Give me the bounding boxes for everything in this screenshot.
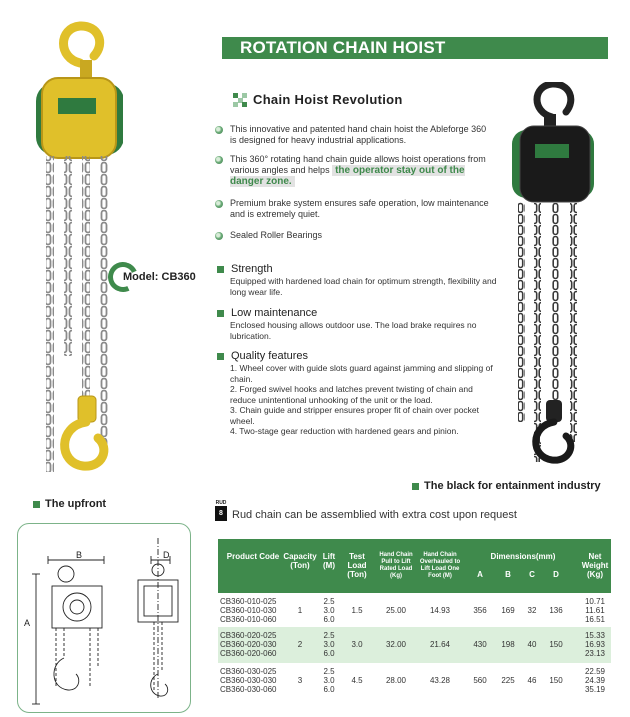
cell-lifts: 2.5 3.0 6.0: [323, 631, 335, 658]
feature-body: Equipped with hardened load chain for optimum strength, flexibility and long wear life.: [230, 276, 497, 297]
rud-logo-text: RUD: [215, 500, 227, 506]
feature-quality: [217, 350, 497, 437]
header-dimensions: Dimensions(mm): [490, 552, 556, 561]
list-item: [215, 230, 495, 241]
list-item: [215, 124, 495, 146]
diagram-label-d: D: [163, 550, 170, 560]
yellow-hoist-image: [28, 18, 123, 480]
feature-low-maintenance: [217, 307, 497, 341]
cell-codes: CB360-030-025 CB360-030-030 CB360-030-060: [220, 667, 277, 694]
cell-dim-d: 136: [549, 606, 563, 615]
header-dim-c: C: [529, 570, 535, 579]
section-heading-text: Chain Hoist Revolution: [253, 92, 403, 107]
cell-codes: CB360-010-025 CB360-010-030 CB360-010-060: [220, 597, 277, 624]
cell-overhauled: 14.93: [429, 606, 451, 615]
arc-icon: [104, 258, 142, 296]
cell-dim-c: 46: [527, 676, 537, 685]
cell-dim-a: 356: [473, 606, 487, 615]
rud-note: [215, 500, 517, 521]
table-row: [218, 627, 611, 663]
feature-line: 3. Chain guide and stripper ensures proper fit of chain over pocket wheel.: [230, 405, 480, 426]
rud-logo: [215, 500, 227, 521]
cell-test-load: 4.5: [351, 676, 363, 685]
cell-test-load: 1.5: [351, 606, 363, 615]
bullet-text: This 360° rotating hand chain guide allows hoist operations from various angles and helps the operator stay out of the danger zone.: [230, 154, 486, 187]
square-bullet-icon: [217, 310, 224, 317]
section-heading: [233, 92, 403, 107]
square-bullet-icon: [33, 501, 40, 508]
cell-codes: CB360-020-025 CB360-020-030 CB360-020-060: [220, 631, 277, 658]
bullet-icon: [215, 126, 223, 134]
header-lift: Lift (M): [322, 552, 336, 570]
cell-capacity: 3: [297, 676, 303, 685]
cell-overhauled: 21.64: [429, 640, 451, 649]
square-bullet-icon: [217, 353, 224, 360]
header-net-weight: Net Weight (Kg): [581, 552, 609, 579]
header-product-code: Product Code: [226, 552, 280, 561]
cell-weights: 15.33 16.93 23.13: [584, 631, 606, 658]
cell-dim-c: 40: [527, 640, 537, 649]
cell-weights: 22.59 24.39 35.19: [584, 667, 606, 694]
rud-text: Rud chain can be assemblied with extra cost upon request: [232, 509, 517, 521]
cell-lifts: 2.5 3.0 6.0: [323, 597, 335, 624]
cell-dim-d: 150: [549, 676, 563, 685]
bullet-icon: [215, 232, 223, 240]
model-text: Model: CB360: [123, 271, 196, 283]
bullet-text: Sealed Roller Bearings: [230, 230, 323, 240]
feature-body: [230, 363, 497, 437]
cell-capacity: 2: [297, 640, 303, 649]
caption-upfront: [33, 498, 106, 510]
bullet-icon: [215, 156, 223, 164]
cell-lifts: 2.5 3.0 6.0: [323, 667, 335, 694]
cell-pull: 25.00: [385, 606, 407, 615]
bullet-text: This innovative and patented hand chain hoist the Ableforge 360 is designed for heavy industrial applications.: [230, 124, 487, 145]
cell-dim-a: 430: [473, 640, 487, 649]
feature-title: Quality features: [231, 350, 309, 362]
caption-text: The upfront: [45, 498, 107, 510]
dimension-diagram: [17, 523, 191, 713]
bullet-icon: [215, 200, 223, 208]
bullet-text: Premium brake system ensures safe operation, low maintenance and is extremely quiet.: [230, 198, 489, 219]
square-bullet-icon: [412, 483, 419, 490]
cell-pull: 32.00: [385, 640, 407, 649]
table-header: [218, 539, 611, 593]
page-title: ROTATION CHAIN HOIST: [222, 37, 608, 59]
list-item: [215, 154, 495, 187]
feature-strength: [217, 263, 497, 297]
model-label: [108, 262, 197, 292]
header-dim-a: A: [477, 570, 483, 579]
cell-dim-a: 560: [473, 676, 487, 685]
feature-title: Strength: [231, 263, 273, 275]
cell-overhauled: 43.28: [429, 676, 451, 685]
header-hand-chain-pull: Hand Chain Pull to Lift Rated Load (Kg): [379, 552, 413, 579]
header-dim-d: D: [553, 570, 559, 579]
feature-line: 4. Two-stage gear reduction with hardened gears and pinion.: [230, 426, 459, 436]
cell-capacity: 1: [297, 606, 303, 615]
feature-body: Enclosed housing allows outdoor use. The load brake requires no lubrication.: [230, 320, 477, 341]
cell-test-load: 3.0: [351, 640, 363, 649]
cell-weights: 10.71 11.61 16.51: [584, 597, 606, 624]
diagram-label-b: B: [76, 550, 83, 560]
table-row: [218, 663, 611, 697]
header-capacity: Capacity (Ton): [283, 552, 317, 570]
header-dim-b: B: [505, 570, 511, 579]
caption-text: The black for entainment industry: [424, 480, 601, 492]
squares-icon: [233, 93, 247, 107]
cell-dim-b: 225: [501, 676, 515, 685]
square-bullet-icon: [217, 266, 224, 273]
feature-title: Low maintenance: [231, 307, 318, 319]
header-hand-chain-overhauled: Hand Chain Overhauled to Lift Load One Foot (M): [419, 552, 461, 579]
cell-dim-d: 150: [549, 640, 563, 649]
cell-dim-c: 32: [527, 606, 537, 615]
list-item: [215, 198, 495, 220]
highlight-text: the operator stay out of the danger zone.: [230, 165, 465, 187]
rud-logo-mark: 8: [215, 506, 227, 521]
table-row: [218, 593, 611, 627]
cell-dim-b: 169: [501, 606, 515, 615]
cell-dim-b: 198: [501, 640, 515, 649]
spec-table: [218, 539, 611, 697]
feature-line: 2. Forged swivel hooks and latches prevent twisting of chain and reduce unintentional unhooking of the unit or the load.: [230, 384, 473, 405]
black-hoist-image: [510, 82, 600, 467]
caption-black: [412, 480, 601, 492]
diagram-label-a: A: [24, 618, 31, 628]
header-test-load: Test Load (Ton): [347, 552, 367, 579]
cell-pull: 28.00: [385, 676, 407, 685]
feature-line: 1. Wheel cover with guide slots guard against jamming and slipping of chain.: [230, 363, 493, 384]
